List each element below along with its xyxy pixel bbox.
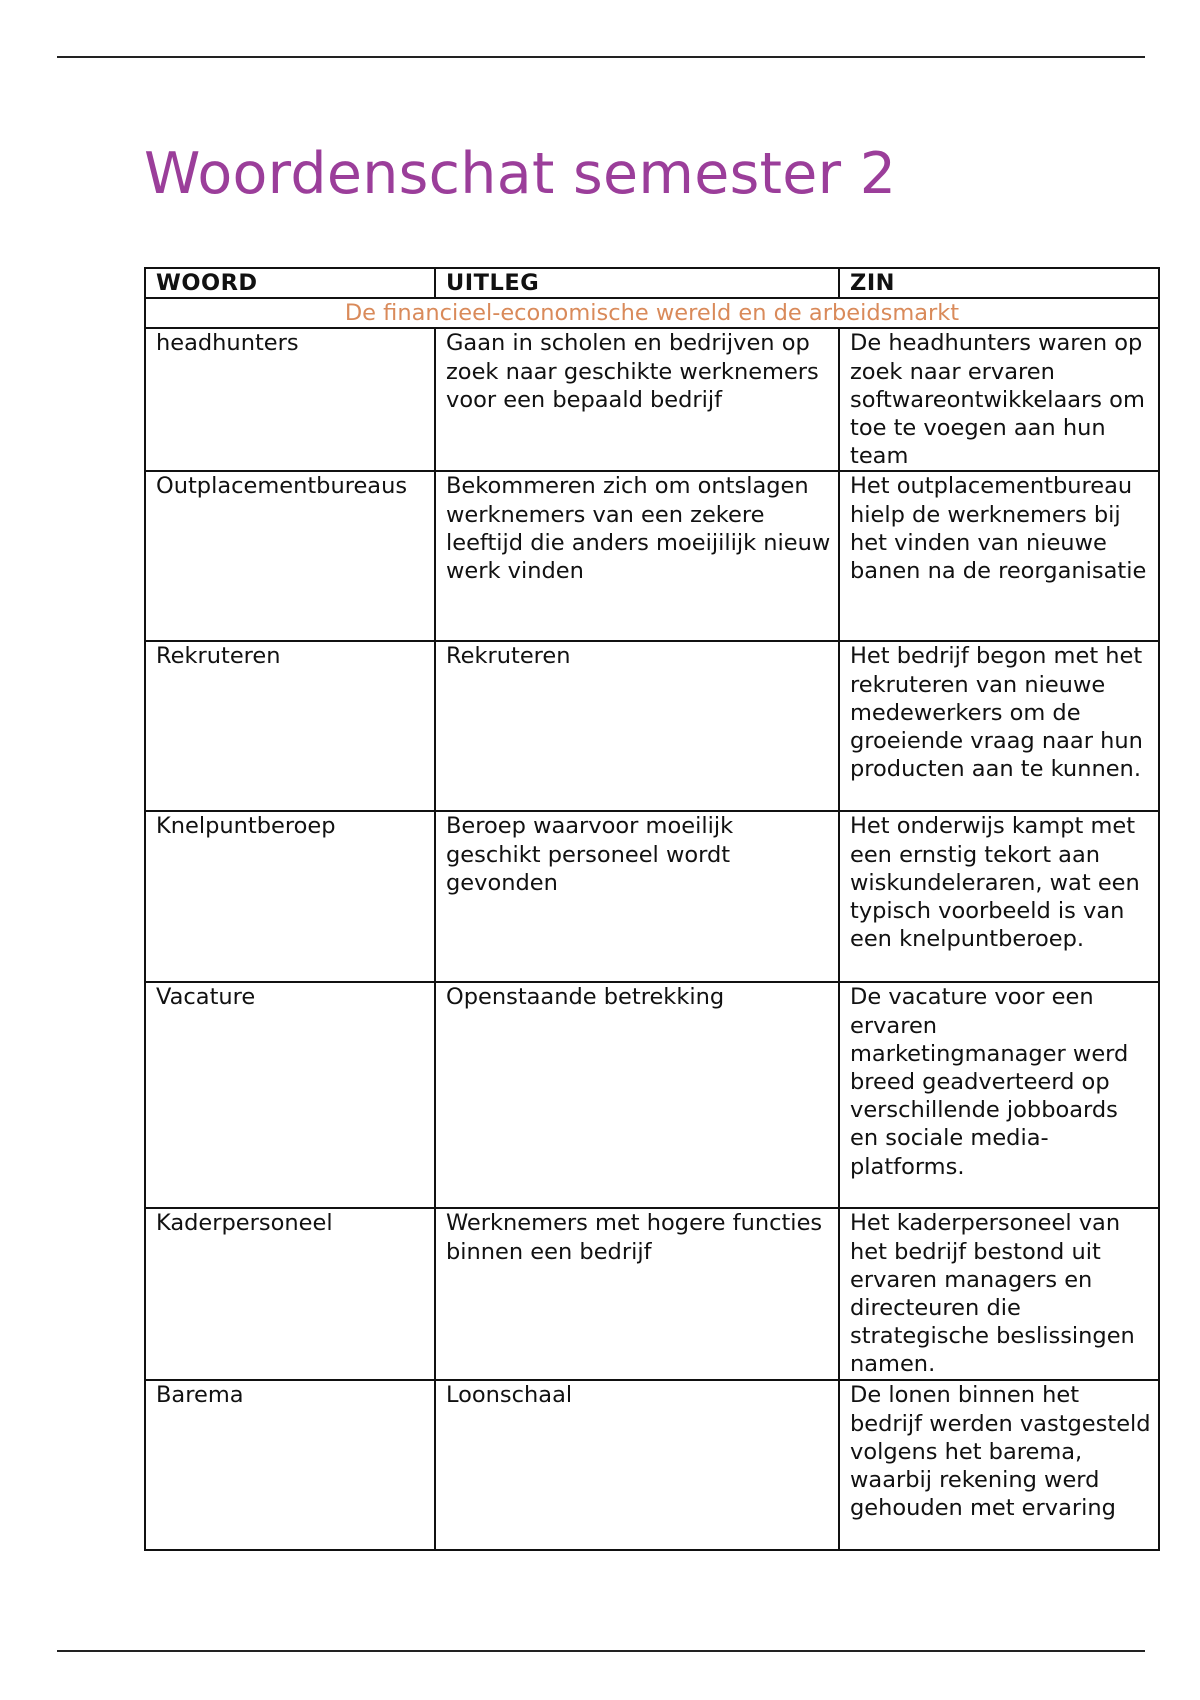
table-row: [145, 1380, 1159, 1550]
table-row: [145, 641, 1159, 811]
table-row: [145, 1208, 1159, 1380]
cell-woord: Kaderpersoneel: [145, 1208, 435, 1380]
cell-woord: Outplacementbureaus: [145, 471, 435, 641]
cell-zin: Het kaderpersoneel van het bedrijf bestond uit ervaren managers en directeuren die strategische beslissingen namen.: [839, 1208, 1159, 1380]
column-header-uitleg: UITLEG: [435, 268, 839, 298]
footer-rule: [57, 1650, 1145, 1652]
table-row: [145, 328, 1159, 471]
cell-uitleg: Werknemers met hogere functies binnen een bedrijf: [435, 1208, 839, 1380]
cell-zin: Het onderwijs kampt met een ernstig tekort aan wiskundeleraren, wat een typisch voorbeeld is van een knelpuntberoep.: [839, 811, 1159, 982]
document-title: Woordenschat semester 2: [144, 141, 897, 207]
table-row: [145, 471, 1159, 641]
cell-uitleg: Rekruteren: [435, 641, 839, 811]
cell-woord: headhunters: [145, 328, 435, 471]
cell-uitleg: Openstaande betrekking: [435, 982, 839, 1208]
section-row: [145, 298, 1159, 328]
cell-zin: Het bedrijf begon met het rekruteren van nieuwe medewerkers om de groeiende vraag naar hun producten aan te kunnen.: [839, 641, 1159, 811]
section-heading: De financieel-economische wereld en de arbeidsmarkt: [145, 298, 1159, 328]
cell-woord: Knelpuntberoep: [145, 811, 435, 982]
cell-zin: De lonen binnen het bedrijf werden vastgesteld volgens het barema, waarbij rekening werd gehouden met ervaring: [839, 1380, 1159, 1550]
table-header-row: [145, 268, 1159, 298]
cell-uitleg: Bekommeren zich om ontslagen werknemers van een zekere leeftijd die anders moeijilijk nieuw werk vinden: [435, 471, 839, 641]
cell-zin: De vacature voor een ervaren marketingmanager werd breed geadverteerd op verschillende jobboards en sociale media-platforms.: [839, 982, 1159, 1208]
cell-woord: Rekruteren: [145, 641, 435, 811]
table-row: [145, 982, 1159, 1208]
column-header-zin: ZIN: [839, 268, 1159, 298]
table-row: [145, 811, 1159, 982]
cell-uitleg: Loonschaal: [435, 1380, 839, 1550]
cell-uitleg: Beroep waarvoor moeilijk geschikt personeel wordt gevonden: [435, 811, 839, 982]
cell-zin: Het outplacementbureau hielp de werknemers bij het vinden van nieuwe banen na de reorganisatie: [839, 471, 1159, 641]
column-header-woord: WOORD: [145, 268, 435, 298]
header-rule: [57, 56, 1145, 58]
cell-uitleg: Gaan in scholen en bedrijven op zoek naar geschikte werknemers voor een bepaald bedrijf: [435, 328, 839, 471]
cell-woord: Barema: [145, 1380, 435, 1550]
vocabulary-table: [144, 267, 1160, 1551]
cell-woord: Vacature: [145, 982, 435, 1208]
cell-zin: De headhunters waren op zoek naar ervaren softwareontwikkelaars om toe te voegen aan hun team: [839, 328, 1159, 471]
